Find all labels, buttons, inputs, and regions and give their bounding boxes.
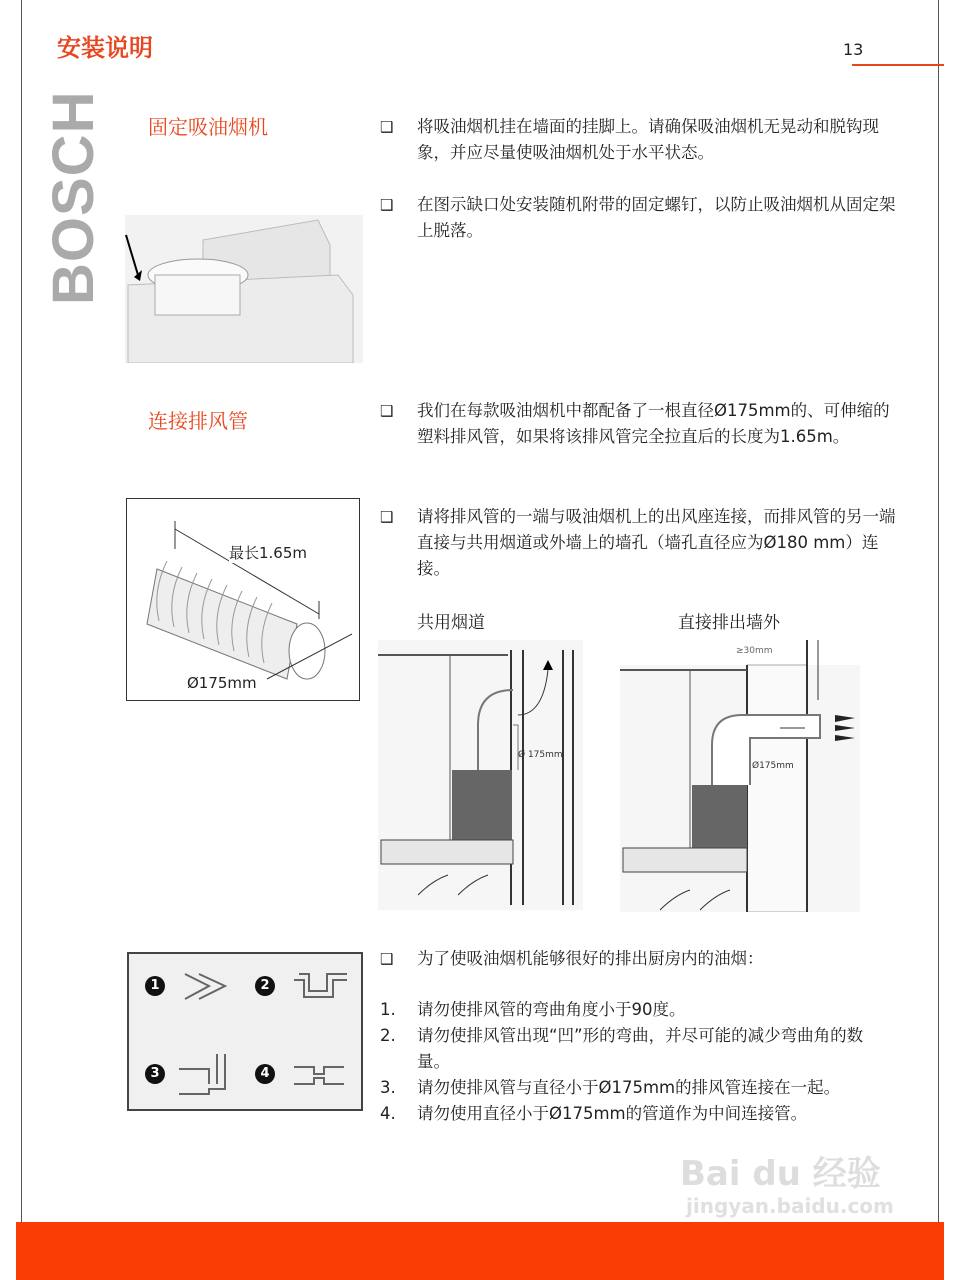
checkbox-icon: ❑ — [380, 196, 394, 214]
duct-diameter-label: Ø175mm — [187, 674, 257, 692]
section-heading-fix-hood: 固定吸油烟机 — [148, 115, 268, 139]
shared-flue-dim-label: Ø 175mm — [518, 750, 563, 760]
figure-number: 4 — [255, 1064, 275, 1084]
checkbox-icon: ❑ — [380, 402, 394, 420]
wall-gap-label: ≥30mm — [736, 646, 773, 656]
figure-number: 1 — [145, 976, 165, 996]
bend-shapes-icons — [129, 954, 361, 1109]
flexible-duct-illustration — [127, 499, 359, 700]
paragraph: 为了使吸油烟机能够很好的排出厨房内的油烟： — [417, 949, 764, 968]
list-number: 2. — [380, 1026, 396, 1045]
section-heading-connect-duct: 连接排风管 — [148, 409, 248, 433]
list-number: 4. — [380, 1104, 396, 1123]
baidu-watermark-url: jingyan.baidu.com — [686, 1194, 894, 1218]
direct-outside-diagram — [620, 640, 860, 912]
checkbox-icon: ❑ — [380, 118, 394, 136]
list-number: 1. — [380, 1000, 396, 1019]
figure-number: 2 — [255, 976, 275, 996]
paragraph: 我们在每款吸油烟机中都配备了一根直径Ø175mm的、可伸缩的塑料排风管，如果将该排风管完全拉直后的长度为1.65m。 — [417, 401, 890, 446]
page-number-underline — [852, 64, 944, 66]
paragraph: 将吸油烟机挂在墙面的挂脚上。请确保吸油烟机无晃动和脱钩现象，并应尽量使吸油烟机处于水平状态。 — [417, 117, 879, 162]
baidu-watermark-logo: Bai du 经验 — [680, 1154, 881, 1194]
bending-rules-figure — [127, 952, 363, 1111]
brand-logo: BOSCH — [41, 90, 106, 305]
left-border — [21, 0, 22, 1230]
checkbox-icon: ❑ — [380, 950, 394, 968]
duct-length-label: 最长1.65m — [229, 544, 308, 562]
footer-band — [16, 1222, 944, 1280]
hood-mount-illustration — [118, 215, 363, 363]
right-border — [938, 0, 939, 1230]
page-title: 安装说明 — [57, 34, 153, 62]
page-number: 13 — [843, 40, 864, 59]
figure-number: 3 — [145, 1064, 165, 1084]
paragraph: 请将排风管的一端与吸油烟机上的出风座连接，而排风管的另一端直接与共用烟道或外墙上的墙孔（墙孔直径应为Ø180 mm）连接。 — [417, 507, 896, 578]
list-item: 请勿使排风管的弯曲角度小于90度。 — [417, 1000, 686, 1019]
duct-figure — [126, 498, 360, 701]
list-number: 3. — [380, 1078, 396, 1097]
list-item: 请勿使排风管与直径小于Ø175mm的排风管连接在一起。 — [417, 1078, 841, 1097]
checkbox-icon: ❑ — [380, 508, 394, 526]
diagram-caption-shared-flue: 共用烟道 — [417, 613, 485, 633]
direct-outside-dim-label: Ø175mm — [752, 761, 794, 771]
paragraph: 在图示缺口处安装随机附带的固定螺钉，以防止吸油烟机从固定架上脱落。 — [417, 195, 896, 240]
shared-flue-diagram — [378, 640, 583, 910]
list-item: 请勿使排风管出现“凹”形的弯曲，并尽可能的减少弯曲角的数量。 — [417, 1026, 864, 1071]
list-item: 请勿使用直径小于Ø175mm的管道作为中间连接管。 — [417, 1104, 808, 1123]
diagram-caption-direct-outside: 直接排出墙外 — [678, 613, 780, 633]
